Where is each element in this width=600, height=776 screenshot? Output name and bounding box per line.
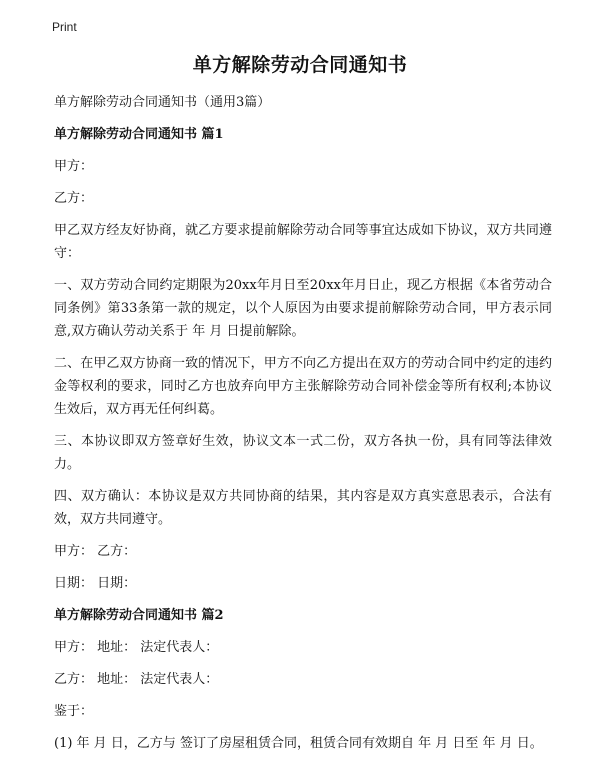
party-b-info: 乙方： 地址： 法定代表人： bbox=[54, 672, 219, 687]
section-1 bbox=[54, 123, 552, 595]
document-title: 单方解除劳动合同通知书 bbox=[192, 54, 408, 76]
signature-line: 甲方： 乙方： bbox=[54, 544, 137, 559]
clause-2: 二、在甲乙双方协商一致的情况下，甲方不向乙方提出在双方的劳动合同中约定的违约金等权利的要求，同时乙方也放弃向甲方主张解除劳动合同补偿金等所有权利;本协议生效后，双方再无任何纠葛。 bbox=[54, 356, 552, 417]
whereas-label: 鉴于： bbox=[54, 704, 94, 719]
print-link[interactable]: Print bbox=[52, 20, 77, 34]
date-line: 日期： 日期： bbox=[54, 576, 137, 591]
party-a-line: 甲方： bbox=[54, 159, 94, 174]
document-intro: 单方解除劳动合同通知书（通用3篇） bbox=[54, 95, 271, 110]
whereas-clause-1: (1) 年 月 日，乙方与 签订了房屋租赁合同，租赁合同有效期自 年 月 日至 年 月 日。 bbox=[54, 736, 543, 751]
section-heading: 单方解除劳动合同通知书 篇2 bbox=[54, 608, 224, 623]
section-heading: 单方解除劳动合同通知书 篇1 bbox=[54, 127, 224, 142]
party-b-line: 乙方： bbox=[54, 191, 94, 206]
section-2 bbox=[54, 604, 552, 755]
party-a-info: 甲方： 地址： 法定代表人： bbox=[54, 640, 219, 655]
agreement-preamble: 甲乙双方经友好协商，就乙方要求提前解除劳动合同等事宜达成如下协议，双方共同遵守： bbox=[54, 223, 552, 261]
clause-3: 三、本协议即双方签章好生效，协议文本一式二份，双方各执一份，具有同等法律效力。 bbox=[54, 434, 552, 472]
document-body bbox=[54, 91, 552, 764]
clause-4: 四、双方确认：本协议是双方共同协商的结果，其内容是双方真实意思表示，合法有效，双方共同遵守。 bbox=[54, 489, 552, 527]
clause-1: 一、双方劳动合同约定期限为20xx年月日至20xx年月日止，现乙方根据《本省劳动合同条例》第33条第一款的规定，以个人原因为由要求提前解除劳动合同，甲方表示同意,双方确认劳动关系于 年 月 日提前解除。 bbox=[54, 278, 552, 339]
